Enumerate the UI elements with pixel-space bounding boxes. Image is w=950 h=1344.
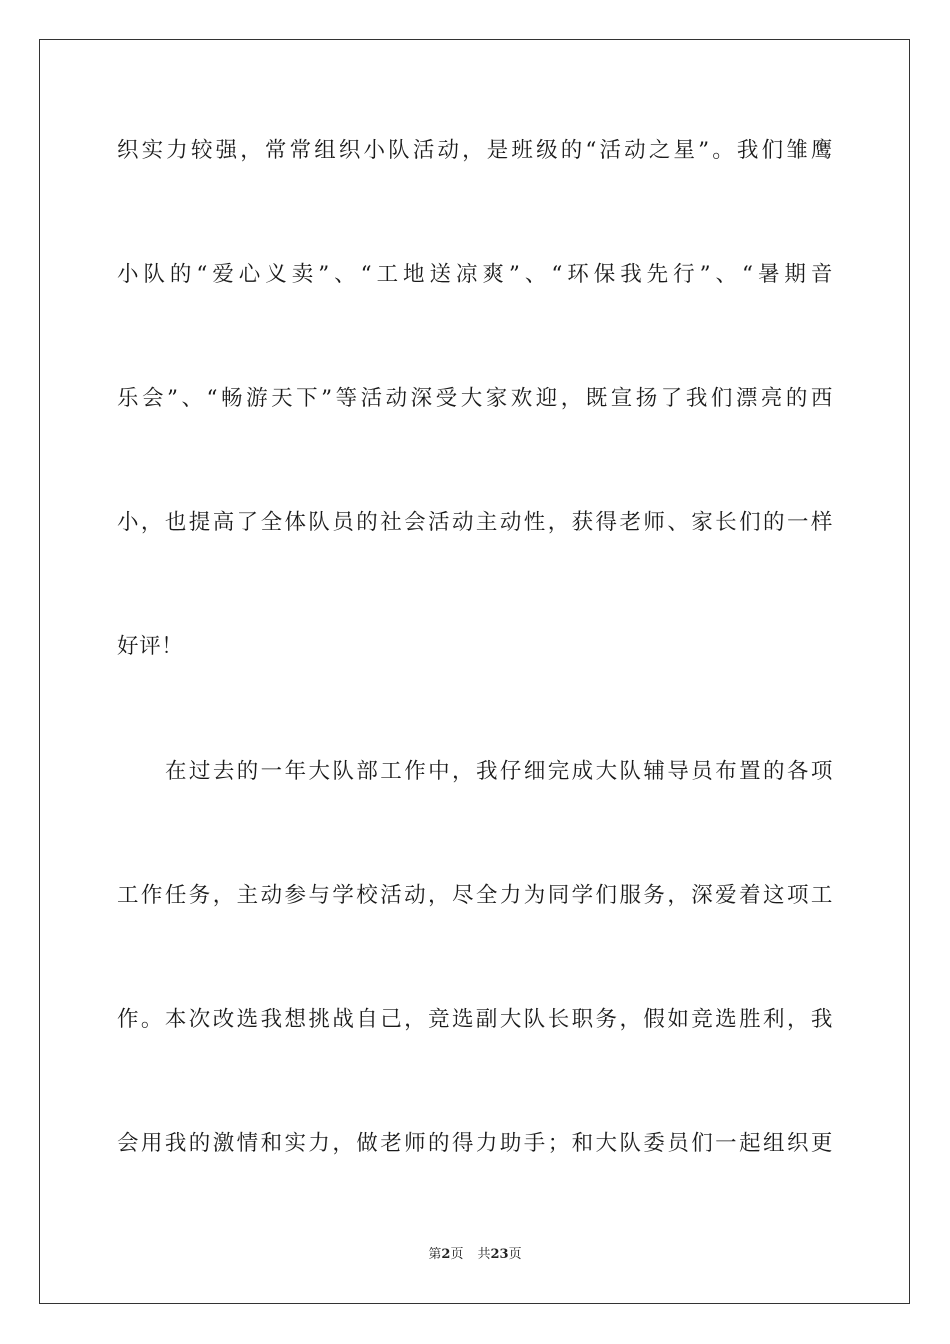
body-text-line-2: 小队的“爱心义卖”、“工地送凉爽”、“环保我先行”、“暑期音	[117, 262, 833, 287]
body-text-line-1: 织实力较强，常常组织小队活动，是班级的“活动之星”。我们雏鹰	[117, 138, 833, 163]
footer-total-suffix: 页	[508, 1247, 522, 1262]
footer-page-prefix: 第	[428, 1247, 442, 1262]
body-text-line-6: 在过去的一年大队部工作中，我仔细完成大队辅导员布置的各项	[165, 759, 833, 784]
footer-page-suffix: 页	[450, 1247, 464, 1262]
page-footer	[0, 1246, 950, 1264]
body-text-line-5: 好评！	[117, 634, 184, 659]
body-text-line-8: 作。本次改选我想挑战自己，竞选副大队长职务，假如竞选胜利，我	[117, 1007, 833, 1032]
footer-page-number: 2	[441, 1247, 451, 1262]
body-text-line-7: 工作任务，主动参与学校活动，尽全力为同学们服务，深爱着这项工	[117, 883, 833, 908]
page-border	[39, 39, 910, 1304]
footer-total-prefix: 共	[477, 1247, 491, 1262]
body-text-line-3: 乐会”、“畅游天下”等活动深受大家欢迎，既宣扬了我们漂亮的西	[117, 386, 833, 411]
footer-total-pages: 23	[490, 1247, 509, 1262]
body-text-line-9: 会用我的激情和实力，做老师的得力助手；和大队委员们一起组织更	[117, 1131, 833, 1156]
body-text-line-4: 小，也提高了全体队员的社会活动主动性，获得老师、家长们的一样	[117, 510, 833, 535]
